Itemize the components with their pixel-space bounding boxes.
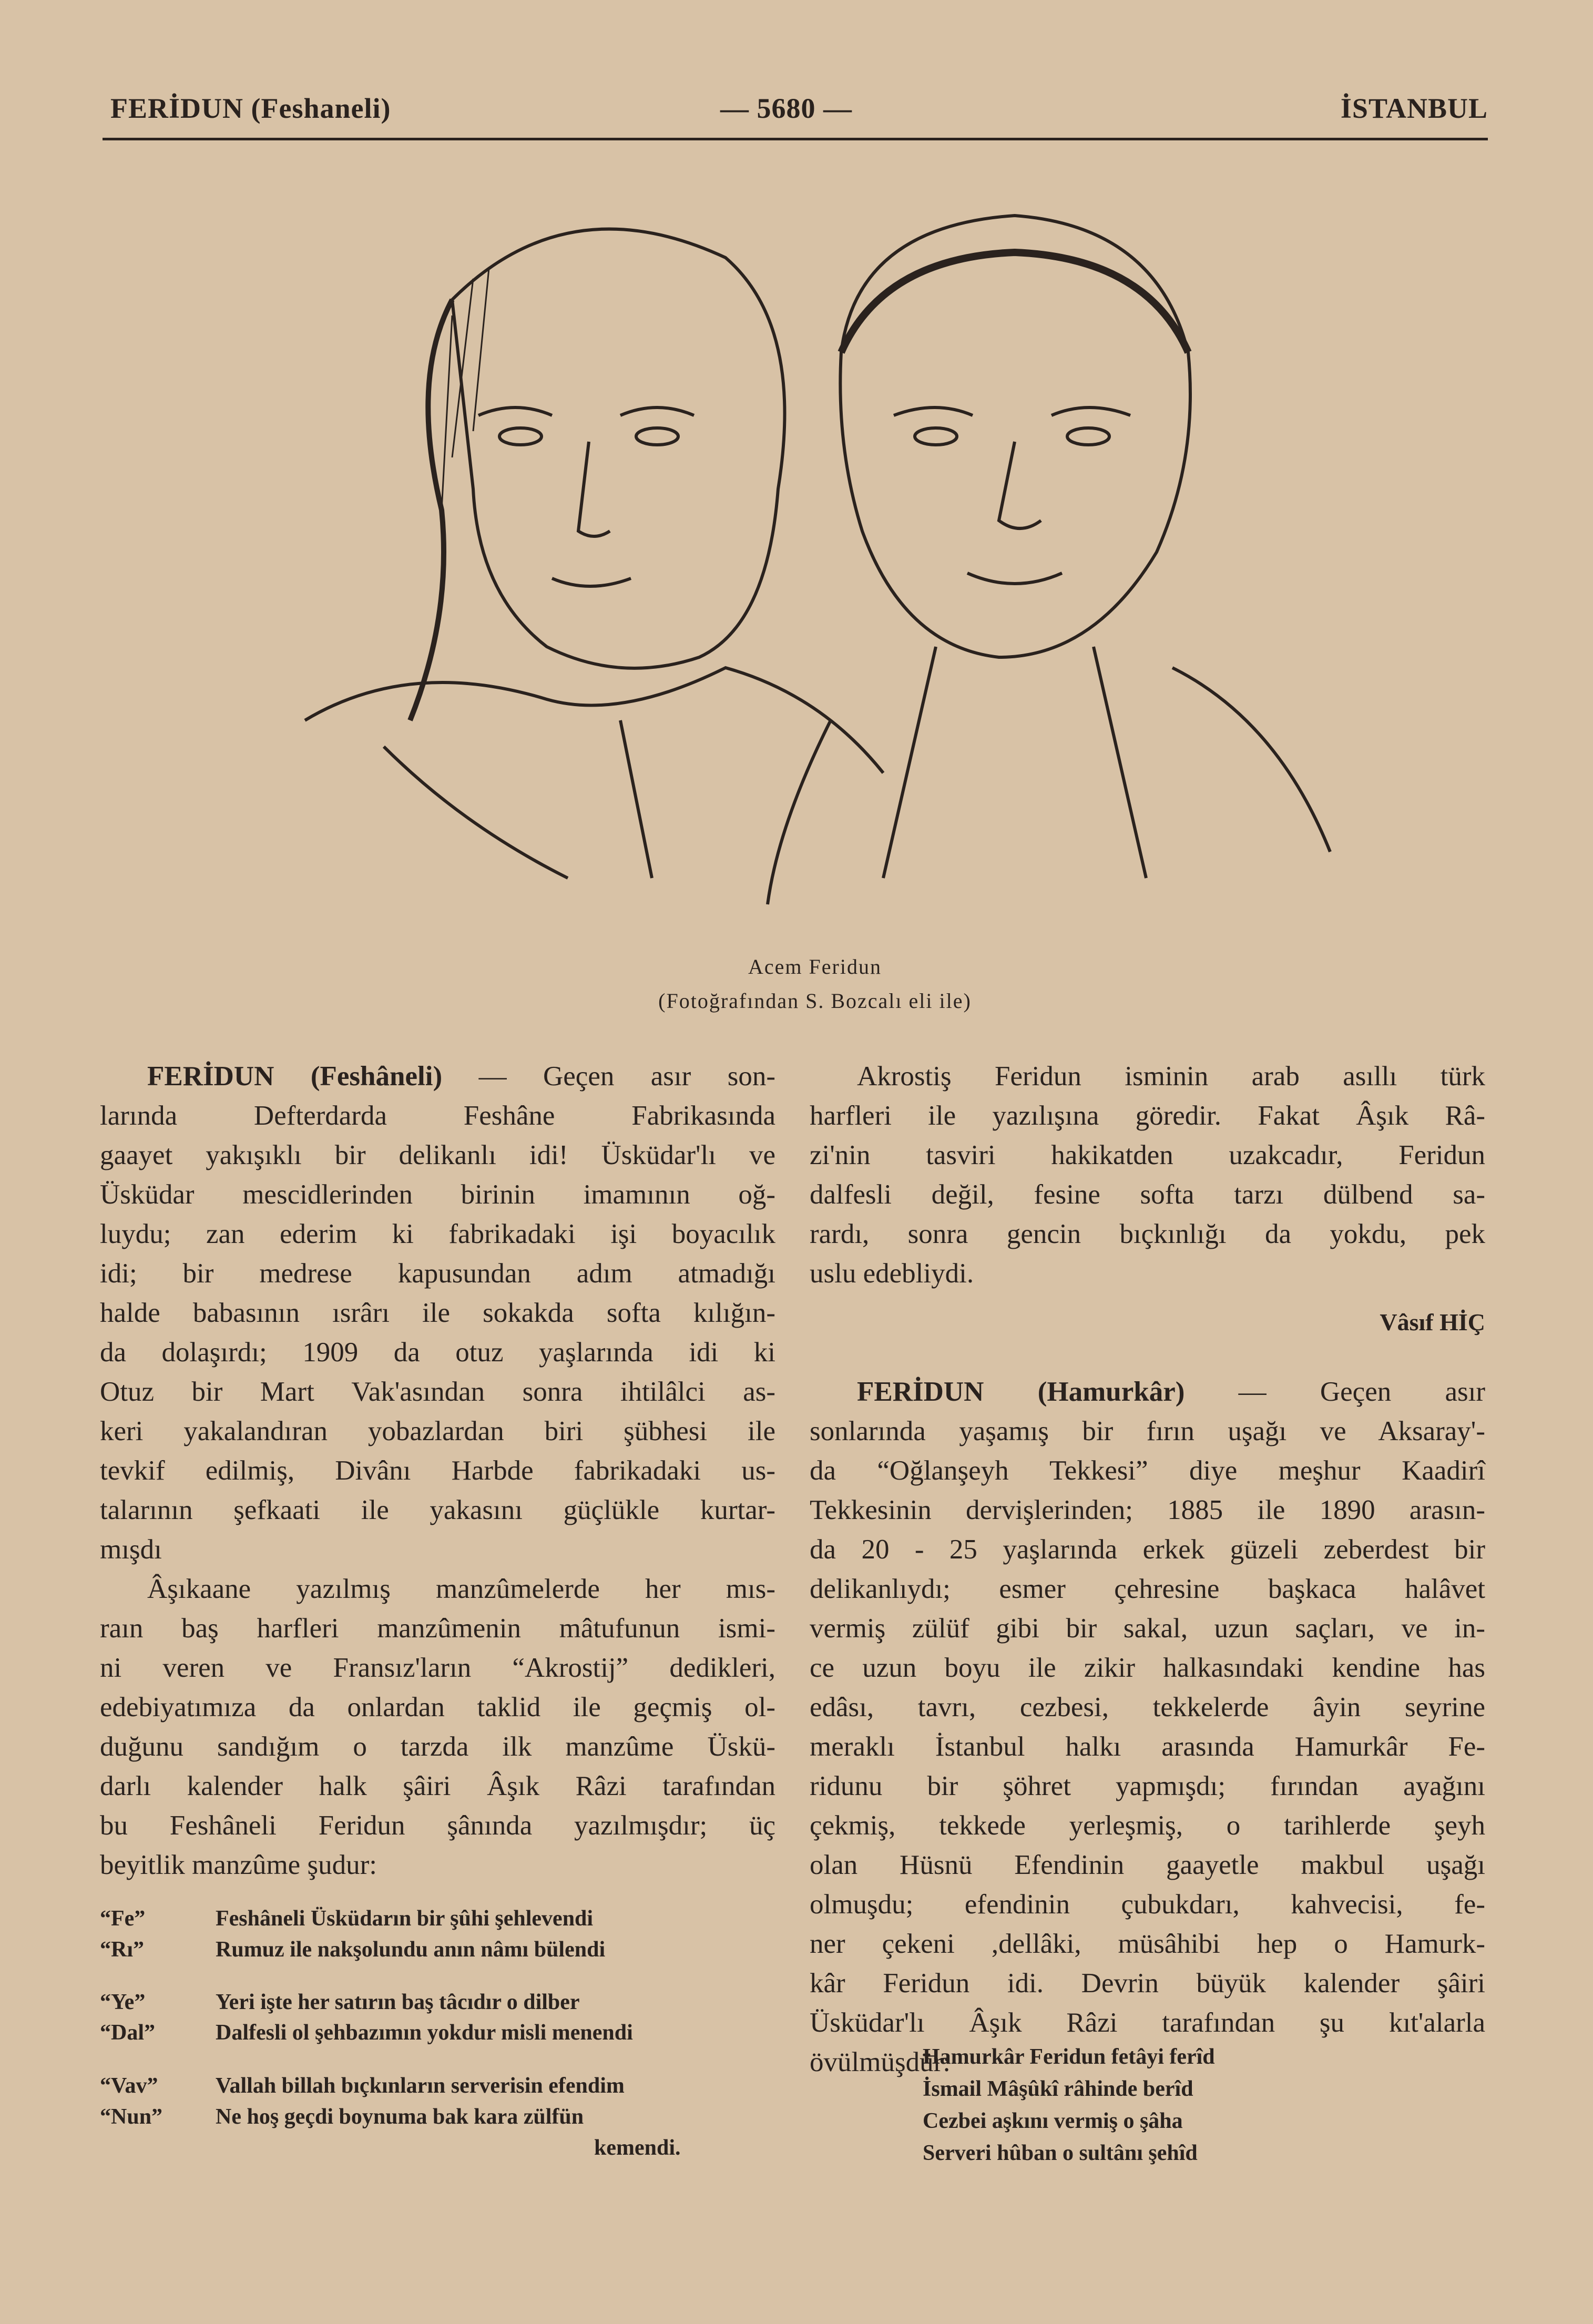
entry-title: FERİDUN (Feshâneli) <box>147 1061 479 1092</box>
man-portrait <box>768 216 1330 904</box>
poem-letter: “Fe” <box>100 1907 146 1931</box>
text-line: harfleri ile yazılışına göredir. Fakat Âşık Râ- <box>810 1100 1485 1131</box>
poem-letter: “Ye” <box>100 1990 146 2014</box>
akrostic-note-paragraph <box>810 1057 1485 1293</box>
text-line: övülmüşdür: <box>810 2047 951 2077</box>
text-line: Akrostiş Feridun isminin arab asıllı türk <box>857 1061 1485 1092</box>
text-line: ridunu bir şöhret yapmışdı; fırından ayağını <box>810 1771 1485 1801</box>
text-line: duğunu sandığım o tarzda ilk manzûme Üskü- <box>100 1731 775 1762</box>
poem-letter: “Dal” <box>100 2021 155 2045</box>
page-number: — 5680 — <box>720 93 852 124</box>
figure-credit: (Fotoğrafından S. Bozcalı eli ile) <box>658 989 972 1013</box>
text-line: raın baş harfleri manzûmenin mâtufunun ismi- <box>100 1613 775 1644</box>
text-line: olan Hüsnü Efendinin gaayetle makbul uşağı <box>810 1850 1485 1880</box>
text-line: Otuz bir Mart Vak'asından sonra ihtilâlci as- <box>100 1377 775 1407</box>
text-line: luydu; zan ederim ki fabrikadaki işi boyacılık <box>100 1219 775 1249</box>
text-line: Üsküdar mescidlerinden birinin imamının oğ- <box>100 1179 775 1210</box>
text-line: delikanlıydı; esmer çehresine başkaca halâvet <box>810 1574 1485 1604</box>
entry-title: FERİDUN (Hamurkâr) <box>857 1377 1239 1407</box>
text-line: keri yakalandıran yobazlardan biri şübhesi ile <box>100 1416 775 1446</box>
right-column <box>810 1057 1485 2082</box>
poem-line-tail: kemendi. <box>594 2136 681 2160</box>
text-line: edâsı, tavrı, cezbesi, tekkelerde âyin seyrine <box>810 1692 1485 1722</box>
entry-hamurkar-paragraph <box>810 1372 1485 2082</box>
poem-line: Hamurkâr Feridun fetâyi ferîd <box>923 2045 1215 2069</box>
text-line: FERİDUN (Feshâneli) — Geçen asır son- <box>147 1061 775 1092</box>
text-line: gaayet yakışıklı bir delikanlı idi! Üsküdar'lı ve <box>100 1140 775 1170</box>
poem-letter: “Nun” <box>100 2105 163 2129</box>
poem-line: Dalfesli ol şehbazımın yokdur misli menendi <box>216 2021 633 2045</box>
hamurkar-poem <box>923 2041 1215 2169</box>
entry-feshaneli-paragraph <box>100 1057 775 1569</box>
text-line: ce uzun boyu ile zikir halkasındaki kendine has <box>810 1653 1485 1683</box>
figure-caption: Acem Feridun <box>748 955 882 978</box>
text-line: kâr Feridun idi. Devrin büyük kalender şâiri <box>810 1968 1485 1999</box>
portrait-illustration <box>252 195 1346 931</box>
text-line: halde babasının ısrârı ile sokakda softa kılığın- <box>100 1298 775 1328</box>
left-column <box>100 1057 775 1885</box>
text-line: sonlarında yaşamış bir fırın uşağı ve Aksaray'- <box>810 1416 1485 1446</box>
text-line: Âşıkaane yazılmış manzûmelerde her mıs- <box>147 1574 775 1604</box>
text-line: da dolaşırdı; 1909 da otuz yaşlarında idi ki <box>100 1337 775 1368</box>
text-line: dalfesli değil, fesine softa tarzı dülbend sa- <box>810 1179 1485 1210</box>
text-line: ner çekeni ,dellâki, müsâhibi hep o Hamurk- <box>810 1929 1485 1959</box>
text-line: larında Defterdarda Feshâne Fabrikasında <box>100 1100 775 1131</box>
text-line: vermiş zülüf gibi bir sakal, uzun saçları, ve in- <box>810 1613 1485 1644</box>
text-line: Üsküdar'lı Âşık Râzi tarafından şu kıt'alarla <box>810 2007 1485 2038</box>
akrostic-intro-paragraph <box>100 1569 775 1885</box>
author-signature: Vâsıf HİÇ <box>1380 1309 1485 1336</box>
text-line: idi; bir medrese kapusundan adım atmadığı <box>100 1258 775 1289</box>
running-head-entry: FERİDUN (Feshaneli) <box>110 93 391 124</box>
poem-line: Cezbei aşkını vermiş o şâha <box>923 2109 1183 2133</box>
text-line: talarının şefkaati ile yakasını güçlükle kurtar- <box>100 1495 775 1525</box>
text-line: edebiyatımıza da onlardan taklid ile geçmiş ol- <box>100 1692 775 1722</box>
poem-line: Vallah billah bıçkınların serverisin efendim <box>216 2074 625 2098</box>
poem-line: Feshâneli Üsküdarın bir şûhi şehlevendi <box>216 1907 594 1931</box>
text-line: ni veren ve Fransız'ların “Akrostij” dedikleri, <box>100 1653 775 1683</box>
text-line: zi'nin tasviri hakikatden uzakcadır, Feridun <box>810 1140 1485 1170</box>
poem-line: Rumuz ile nakşolundu anın nâmı bülendi <box>216 1938 606 1962</box>
text-line: da “Oğlanşeyh Tekkesi” diye meşhur Kaadirî <box>810 1455 1485 1486</box>
text-line: tevkif edilmiş, Divânı Harbde fabrikadaki us- <box>100 1455 775 1486</box>
text-line: darlı kalender halk şâiri Âşık Râzi tarafından <box>100 1771 775 1801</box>
text-line: olmuşdu; efendinin çubukdarı, kahvecisi, fe- <box>810 1889 1485 1920</box>
text-line: beyitlik manzûme şudur: <box>100 1850 377 1880</box>
woman-portrait <box>305 229 883 878</box>
text-line: FERİDUN (Hamurkâr) — Geçen asır <box>857 1377 1485 1407</box>
running-head-volume: İSTANBUL <box>1340 93 1488 124</box>
poem-line: Serveri hûban o sultânı şehîd <box>923 2141 1198 2165</box>
text-line: rardı, sonra gencin bıçkınlığı da yokdu, pek <box>810 1219 1485 1249</box>
poem-letter: “Vav” <box>100 2074 158 2098</box>
text-line: meraklı İstanbul halkı arasında Hamurkâr Fe- <box>810 1731 1485 1762</box>
text-line: çekmiş, tekkede yerleşmiş, o tarihlerde şeyh <box>810 1810 1485 1841</box>
poem-line: Ne hoş geçdi boynuma bak kara zülfün <box>216 2105 584 2129</box>
poem-letter: “Rı” <box>100 1938 144 1962</box>
text-line: mışdı <box>100 1534 162 1565</box>
text-line: Tekkesinin dervişlerinden; 1885 ile 1890 arasın- <box>810 1495 1485 1525</box>
poem-line: Yeri işte her satırın baş tâcıdır o dilber <box>216 1990 580 2014</box>
text-line: uslu edebliydi. <box>810 1258 974 1289</box>
header-rule <box>103 138 1488 140</box>
poem-line: İsmail Mâşûkî râhinde berîd <box>923 2077 1193 2101</box>
text-line: bu Feshâneli Feridun şânında yazılmışdır; üç <box>100 1810 775 1841</box>
text-line: da 20 - 25 yaşlarında erkek güzeli zeberdest bir <box>810 1534 1485 1565</box>
